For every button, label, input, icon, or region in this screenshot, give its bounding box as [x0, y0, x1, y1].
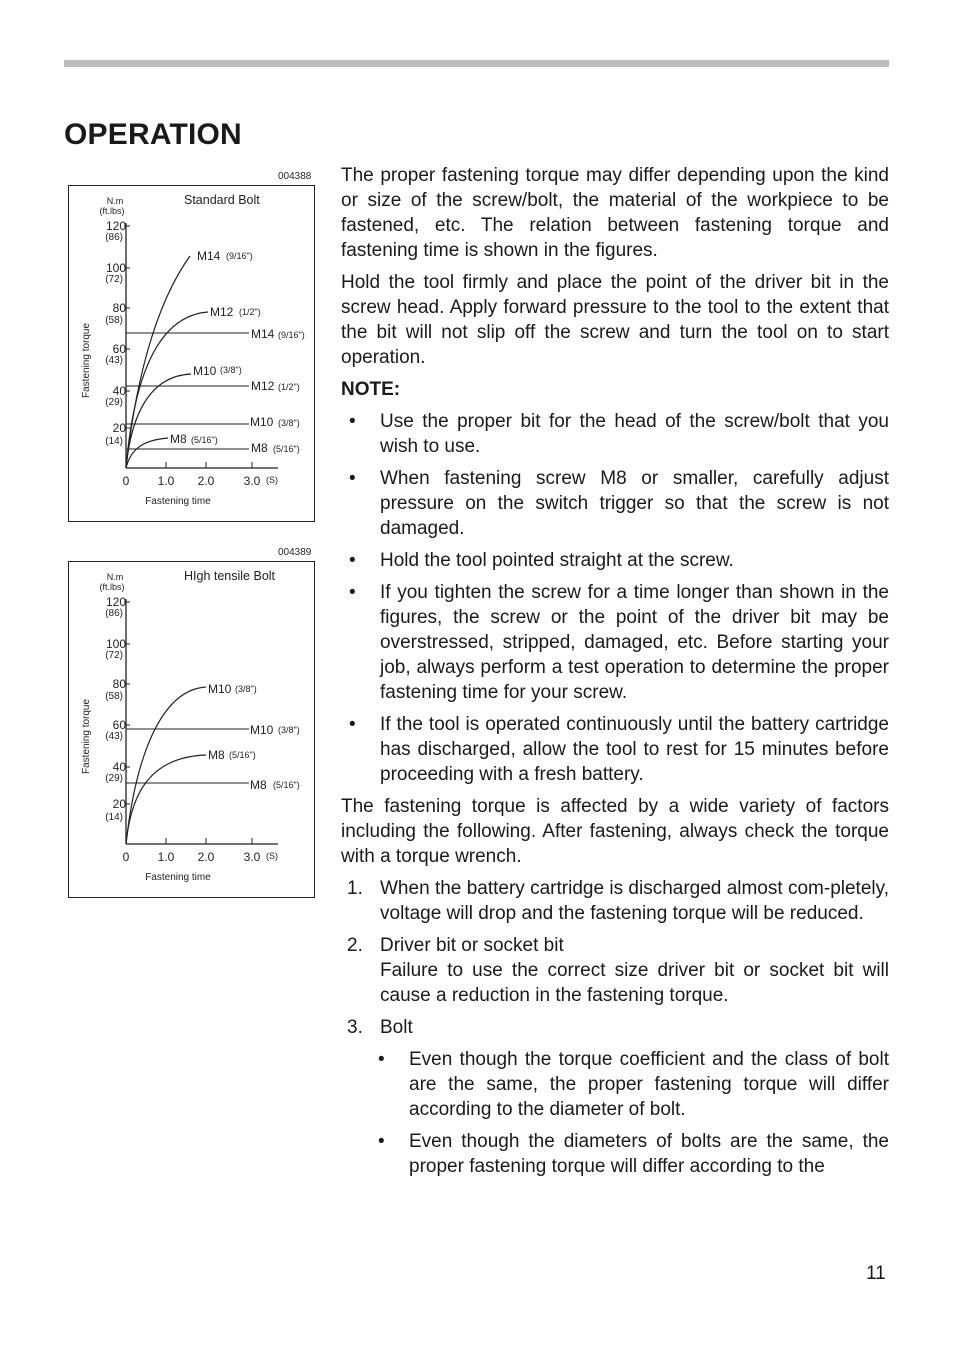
- page-number: 11: [866, 1263, 886, 1284]
- x-axis-label: Fastening time: [145, 496, 211, 507]
- note-bullet-1: • Use the proper bit for the head of the screw/bolt that you wish to use.: [349, 411, 889, 457]
- x-tick-2: [198, 462, 215, 488]
- curve-m10: [126, 682, 257, 844]
- y-axis-label: Fastening torque: [81, 322, 92, 398]
- note-bullet-3: • Hold the tool pointed straight at the screw.: [349, 550, 734, 571]
- svg-text:40: 40: [112, 384, 126, 398]
- svg-text:(9/16"): (9/16"): [226, 251, 253, 261]
- svg-text:(5/16"): (5/16"): [273, 780, 300, 790]
- note-heading: NOTE:: [341, 379, 401, 400]
- svg-text:60: 60: [112, 342, 126, 356]
- svg-text:M8: M8: [251, 441, 268, 455]
- svg-text:(1/2"): (1/2"): [239, 307, 261, 317]
- svg-text:40: 40: [112, 760, 126, 774]
- svg-text:(43): (43): [105, 731, 123, 742]
- svg-text:M12: M12: [210, 305, 234, 319]
- x-tick-2: [198, 838, 215, 864]
- y-unit-top: N.m: [106, 572, 124, 582]
- svg-text:0: 0: [122, 474, 130, 488]
- note-bullet-2: • When fastening screw M8 or smaller, carefully adjust pressure on the switch trigger so that the screw is not damaged.: [349, 468, 889, 539]
- figure-1-chart: [69, 186, 313, 520]
- svg-text:20: 20: [112, 421, 126, 435]
- svg-text:100: 100: [105, 261, 126, 275]
- body-text: [341, 163, 889, 1186]
- bullet-mark: •: [349, 714, 356, 735]
- x-tick-0: [123, 474, 130, 488]
- header-rule: [64, 60, 889, 67]
- svg-text:(72): (72): [105, 650, 123, 661]
- svg-text:M10: M10: [208, 682, 232, 696]
- svg-text:2.0: 2.0: [197, 474, 215, 488]
- bullet-mark: •: [349, 550, 356, 571]
- svg-text:(29): (29): [105, 397, 123, 408]
- svg-text:(43): (43): [105, 355, 123, 366]
- figure-2-high-tensile-bolt: [68, 561, 315, 898]
- svg-text:(14): (14): [105, 812, 123, 823]
- bullet-mark: •: [378, 1049, 385, 1070]
- figure-2-chart: [69, 562, 313, 896]
- svg-text:120: 120: [105, 595, 126, 609]
- svg-text:(3/8"): (3/8"): [278, 725, 300, 735]
- paragraph-hold-tool: Hold the tool firmly and place the point of the driver bit in the screw head. Apply forward pressure to the tool to the extent that the bit will not slip off the screw and turn the tool on to start operation.: [341, 272, 889, 368]
- curve-m8: [126, 432, 218, 468]
- svg-text:(58): (58): [105, 691, 123, 702]
- svg-text:80: 80: [112, 677, 126, 691]
- torque-line-m8: [126, 778, 300, 792]
- svg-text:3.0: 3.0: [243, 850, 261, 864]
- svg-text:(14): (14): [105, 436, 123, 447]
- svg-text:M8: M8: [208, 748, 225, 762]
- torque-line-m10: [126, 415, 300, 429]
- x-tick-3: [244, 838, 261, 864]
- svg-text:(5/16"): (5/16"): [229, 750, 256, 760]
- svg-text:120: 120: [105, 219, 126, 233]
- y-unit-bottom: (ft.lbs): [99, 206, 125, 216]
- svg-text:100: 100: [105, 637, 126, 651]
- bolt-bullet-2: • Even though the diameters of bolts are the same, the proper fastening torque will differ according to the: [378, 1131, 889, 1177]
- bolt-bullet-1: • Even though the torque coefficient and the class of bolt are the same, the proper fastening torque will differ according to the diameter of bolt.: [378, 1049, 889, 1120]
- svg-text:1.0: 1.0: [157, 850, 175, 864]
- curve-m14: [126, 249, 253, 468]
- curve-m10: [126, 364, 242, 468]
- x-tick-1: [158, 462, 175, 488]
- x-unit: (S): [266, 475, 278, 485]
- svg-text:M14: M14: [251, 327, 275, 341]
- bullet-mark: •: [349, 468, 356, 489]
- svg-text:M12: M12: [251, 379, 275, 393]
- svg-text:(5/16"): (5/16"): [273, 444, 300, 454]
- chart-title: HIgh tensile Bolt: [184, 569, 276, 583]
- factor-item-2: 2. Driver bit or socket bit Failure to use the correct size driver bit or socket bit will cause a reduction in the fastening torque.: [347, 935, 889, 1006]
- x-tick-0: [123, 850, 130, 864]
- svg-text:(3/8"): (3/8"): [278, 418, 300, 428]
- paragraph-intro: The proper fastening torque may differ depending upon the kind or size of the screw/bolt, the material of the workpiece to be fastened, etc. The relation between fastening torque and fastening time is shown in the figures.: [341, 165, 889, 261]
- y-axis-label: Fastening torque: [81, 698, 92, 774]
- svg-text:(29): (29): [105, 773, 123, 784]
- svg-text:(3/8"): (3/8"): [220, 365, 242, 375]
- svg-text:M8: M8: [250, 778, 267, 792]
- svg-text:M10: M10: [250, 415, 274, 429]
- x-tick-3: [244, 462, 261, 488]
- svg-text:20: 20: [112, 797, 126, 811]
- factor-item-3: 3. Bolt: [347, 1017, 413, 1038]
- note-bullet-4: • If you tighten the screw for a time longer than shown in the figures, the screw or the point of the driver bit may be overstressed, stripped, damaged, etc. Before starting your job, always perform a test operation to determine the proper fastening time for your screw.: [349, 582, 889, 703]
- svg-text:(86): (86): [105, 608, 123, 619]
- svg-text:80: 80: [112, 301, 126, 315]
- y-unit-top: N.m: [106, 196, 124, 206]
- chart-title: Standard Bolt: [184, 193, 260, 207]
- x-tick-1: [158, 838, 175, 864]
- figure-2-id: 004389: [278, 547, 312, 558]
- svg-text:1.0: 1.0: [157, 474, 175, 488]
- svg-text:M10: M10: [250, 723, 274, 737]
- bullet-mark: •: [349, 582, 356, 603]
- svg-text:M14: M14: [197, 249, 221, 263]
- curve-m8: [126, 748, 256, 844]
- figure-1-id: 004388: [278, 171, 312, 182]
- x-unit: (S): [266, 851, 278, 861]
- svg-text:(86): (86): [105, 232, 123, 243]
- svg-text:M8: M8: [170, 432, 187, 446]
- svg-text:M10: M10: [193, 364, 217, 378]
- torque-line-m12: [126, 379, 300, 393]
- svg-text:(3/8"): (3/8"): [235, 684, 257, 694]
- bullet-mark: •: [378, 1131, 385, 1152]
- note-bullet-5: • If the tool is operated continuously until the battery cartridge has discharged, allow the tool to rest for 15 minutes before proceeding with a fresh battery.: [349, 714, 889, 785]
- x-axis-label: Fastening time: [145, 872, 211, 883]
- svg-text:(5/16"): (5/16"): [191, 435, 218, 445]
- svg-text:3.0: 3.0: [243, 474, 261, 488]
- figure-1-standard-bolt: [68, 185, 315, 522]
- y-unit-bottom: (ft.lbs): [99, 582, 125, 592]
- svg-text:0: 0: [122, 850, 130, 864]
- svg-text:(72): (72): [105, 274, 123, 285]
- svg-text:(9/16"): (9/16"): [278, 330, 305, 340]
- factor-item-1: 1. When the battery cartridge is discharged almost com-pletely, voltage will drop and the fastening torque will be reduced.: [347, 878, 889, 924]
- svg-text:(58): (58): [105, 315, 123, 326]
- svg-text:(1/2"): (1/2"): [278, 382, 300, 392]
- bullet-mark: •: [349, 411, 356, 432]
- svg-text:60: 60: [112, 718, 126, 732]
- svg-text:2.0: 2.0: [197, 850, 215, 864]
- page-title: OPERATION: [64, 118, 242, 151]
- paragraph-factors: The fastening torque is affected by a wide variety of factors including the following. After fastening, always check the torque with a torque wrench.: [341, 796, 889, 867]
